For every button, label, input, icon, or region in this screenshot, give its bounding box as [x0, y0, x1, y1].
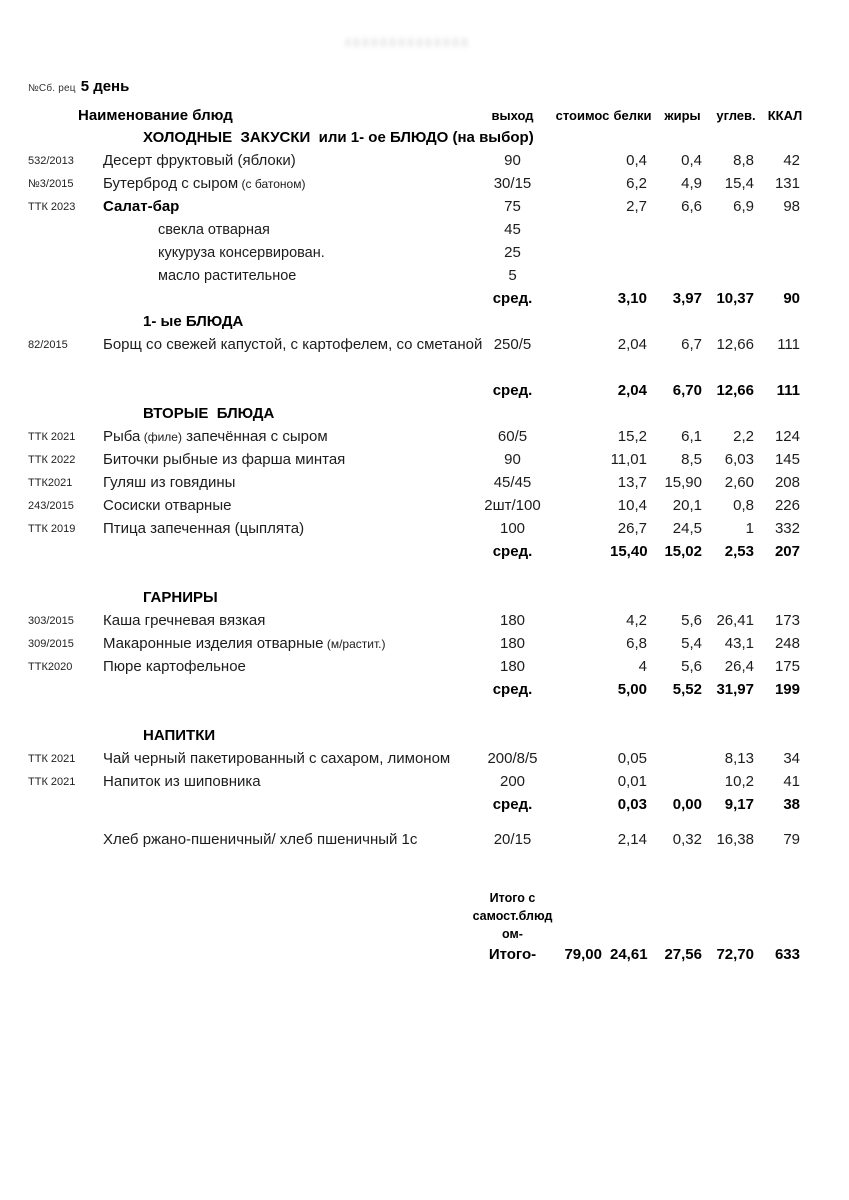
protein-cell: 0,05	[617, 750, 647, 767]
section-title: НАПИТКИ	[143, 727, 216, 744]
dish-code: 532/2013	[28, 154, 74, 167]
section-title: ГАРНИРЫ	[143, 589, 218, 606]
table-row	[0, 770, 849, 793]
protein-cell: 4,2	[626, 612, 647, 629]
average-row	[0, 379, 849, 402]
portion-cell: 2шт/100	[484, 497, 541, 514]
dish-code: 243/2015	[28, 499, 74, 512]
average-row	[0, 793, 849, 816]
kcal-cell: 42	[783, 152, 800, 169]
carbs-cell: 72,70	[716, 946, 754, 963]
portion-cell: 45	[504, 221, 521, 238]
table-row	[0, 471, 849, 494]
table-body	[0, 126, 849, 966]
spacer	[0, 816, 849, 828]
portion-cell: 100	[499, 520, 526, 537]
average-row	[0, 287, 849, 310]
protein-cell: 6,2	[626, 175, 647, 192]
dish-code: ТТК2021	[28, 476, 73, 489]
dish-name: Гуляш из говядины	[103, 474, 236, 491]
portion-cell: 250/5	[493, 336, 532, 353]
kcal-cell: 173	[774, 612, 800, 629]
dish-name: Бутерброд с сыром (с батоном)	[103, 175, 306, 192]
dish-name: Десерт фруктовый (яблоки)	[103, 152, 296, 169]
kcal-cell: 98	[783, 198, 800, 215]
carbs-cell: 10,2	[724, 773, 754, 790]
average-row	[0, 678, 849, 701]
fat-cell: 6,70	[672, 382, 702, 399]
kcal-cell: 38	[783, 796, 800, 813]
portion-cell: 90	[504, 451, 521, 468]
protein-cell: 4	[638, 658, 647, 675]
protein-cell: 13,7	[617, 474, 647, 491]
portion-cell: 20/15	[493, 831, 532, 848]
portion-cell: 25	[504, 244, 521, 261]
fat-cell: 15,90	[664, 474, 702, 491]
protein-cell: 2,14	[617, 831, 647, 848]
fat-cell: 5,52	[672, 681, 702, 698]
portion-cell: 45/45	[493, 474, 532, 491]
fat-cell: 0,00	[672, 796, 702, 813]
dish-name: масло растительное	[158, 267, 297, 284]
kcal-cell: 34	[783, 750, 800, 767]
recipe-book-label: №Сб. рец	[28, 83, 76, 94]
ingredient-row	[0, 241, 849, 264]
dish-code: ТТК 2021	[28, 752, 76, 765]
carbs-cell: 0,8	[733, 497, 754, 514]
dish-name: Салат-бар	[103, 198, 180, 215]
column-header-cost: стоимос	[555, 107, 610, 123]
spacer	[0, 356, 849, 379]
table-row	[0, 655, 849, 678]
dish-name: Пюре картофельное	[103, 658, 246, 675]
kcal-cell: 633	[774, 946, 800, 963]
table-row	[0, 448, 849, 471]
kcal-cell: 175	[774, 658, 800, 675]
fat-cell: 24,5	[672, 520, 702, 537]
menu-table	[0, 78, 849, 966]
carbs-cell: 26,4	[724, 658, 754, 675]
cost-cell: 79,00	[564, 946, 602, 963]
column-header-protein: белки	[613, 107, 652, 123]
column-header-name: Наименование блюд	[78, 106, 233, 124]
fat-cell: 15,02	[664, 543, 702, 560]
portion-cell: сред.	[492, 382, 533, 399]
dish-name: Напиток из шиповника	[103, 773, 261, 790]
protein-cell: 15,2	[617, 428, 647, 445]
dish-name: свекла отварная	[158, 221, 270, 238]
spacer	[0, 851, 849, 881]
dish-name: Чай черный пакетированный с сахаром, лимоном	[103, 750, 451, 767]
table-header-row	[0, 104, 849, 126]
spacer	[0, 563, 849, 586]
protein-cell: 26,7	[617, 520, 647, 537]
protein-cell: 24,61	[610, 946, 648, 963]
kcal-cell: 226	[774, 497, 800, 514]
dish-code: 303/2015	[28, 614, 74, 627]
fat-cell: 5,4	[681, 635, 702, 652]
carbs-cell: 2,2	[733, 428, 754, 445]
table-row	[0, 494, 849, 517]
portion-cell: 180	[499, 658, 526, 675]
portion-cell: 5	[508, 267, 517, 284]
dish-code: ТТК 2019	[28, 522, 76, 535]
dish-name: Борщ со свежей капустой, с картофелем, со сметаной	[103, 336, 483, 353]
dish-code: ТТК2020	[28, 660, 73, 673]
table-row	[0, 333, 849, 356]
protein-cell: 2,04	[617, 382, 647, 399]
column-header-kcal: ККАЛ	[767, 107, 803, 123]
portion-cell: 90	[504, 152, 521, 169]
section-title: 1- ые БЛЮДА	[143, 313, 244, 330]
column-header-carbs: углев.	[716, 107, 756, 123]
protein-cell: 5,00	[617, 681, 647, 698]
carbs-cell: 8,13	[724, 750, 754, 767]
portion-cell: 30/15	[493, 175, 532, 192]
spacer	[0, 701, 849, 724]
section-header-row	[0, 724, 849, 747]
dish-name: кукуруза консервирован.	[158, 244, 325, 261]
portion-cell: сред.	[492, 796, 533, 813]
kcal-cell: 41	[783, 773, 800, 790]
dish-code: ТТК 2022	[28, 453, 76, 466]
table-row	[0, 172, 849, 195]
carbs-cell: 9,17	[724, 796, 754, 813]
protein-cell: 6,8	[626, 635, 647, 652]
fat-cell: 6,6	[681, 198, 702, 215]
table-row	[0, 425, 849, 448]
fat-cell: 0,32	[672, 831, 702, 848]
ingredient-row	[0, 264, 849, 287]
dish-code: ТТК 2021	[28, 430, 76, 443]
fat-cell: 20,1	[672, 497, 702, 514]
kcal-cell: 145	[774, 451, 800, 468]
carbs-cell: 10,37	[716, 290, 754, 307]
dish-code: ТТК 2023	[28, 200, 76, 213]
kcal-cell: 332	[774, 520, 800, 537]
day-title: 5 день	[80, 78, 130, 95]
table-row	[0, 517, 849, 540]
carbs-cell: 1	[745, 520, 754, 537]
carbs-cell: 12,66	[716, 382, 754, 399]
carbs-cell: 2,53	[724, 543, 754, 560]
fat-cell: 4,9	[681, 175, 702, 192]
kcal-cell: 111	[776, 382, 800, 399]
table-row	[0, 609, 849, 632]
portion-cell: 180	[499, 612, 526, 629]
kcal-cell: 124	[774, 428, 800, 445]
column-header-fat: жиры	[664, 107, 701, 123]
section-title: ХОЛОДНЫЕ ЗАКУСКИ или 1- ое БЛЮДО (на выбор)	[143, 129, 534, 146]
column-header-portion: выход	[491, 107, 534, 123]
total-caption: Итого с самост.блюд ом-	[472, 891, 553, 941]
section-header-row	[0, 310, 849, 333]
kcal-cell: 208	[774, 474, 800, 491]
kcal-cell: 111	[777, 336, 800, 353]
kcal-cell: 131	[774, 175, 800, 192]
carbs-cell: 6,03	[724, 451, 754, 468]
portion-cell: сред.	[492, 681, 533, 698]
dish-name: Хлеб ржано-пшеничный/ хлеб пшеничный 1с	[103, 831, 418, 848]
portion-cell: 180	[499, 635, 526, 652]
ingredient-row	[0, 218, 849, 241]
dish-name: Каша гречневая вязкая	[103, 612, 266, 629]
table-row	[0, 195, 849, 218]
dish-name: Биточки рыбные из фарша минтая	[103, 451, 346, 468]
protein-cell: 10,4	[617, 497, 647, 514]
portion-cell: 60/5	[497, 428, 528, 445]
fat-cell: 6,1	[681, 428, 702, 445]
fat-cell: 6,7	[681, 336, 702, 353]
portion-cell: сред.	[492, 543, 533, 560]
table-row	[0, 828, 849, 851]
fat-cell: 3,97	[672, 290, 702, 307]
portion-cell: Итого-	[488, 946, 537, 963]
carbs-cell: 16,38	[716, 831, 754, 848]
section-title: ВТОРЫЕ БЛЮДА	[143, 405, 275, 422]
dish-name: Сосиски отварные	[103, 497, 232, 514]
portion-cell: сред.	[492, 290, 533, 307]
carbs-cell: 2,60	[724, 474, 754, 491]
carbs-cell: 31,97	[716, 681, 754, 698]
kcal-cell: 79	[783, 831, 800, 848]
table-row	[0, 632, 849, 655]
protein-cell: 15,40	[610, 543, 648, 560]
protein-cell: 2,04	[617, 336, 647, 353]
kcal-cell: 90	[783, 290, 800, 307]
carbs-cell: 43,1	[724, 635, 754, 652]
carbs-cell: 15,4	[724, 175, 754, 192]
kcal-cell: 248	[774, 635, 800, 652]
protein-cell: 0,4	[626, 152, 647, 169]
dish-name: Макаронные изделия отварные (м/растит.)	[103, 635, 386, 652]
dish-code: №3/2015	[28, 177, 74, 190]
dish-code: 82/2015	[28, 338, 68, 351]
carbs-cell: 26,41	[716, 612, 754, 629]
kcal-cell: 199	[774, 681, 800, 698]
portion-cell: 200	[499, 773, 526, 790]
protein-cell: 0,03	[617, 796, 647, 813]
reference-line	[0, 78, 849, 104]
total-caption-row	[0, 881, 849, 943]
carbs-cell: 12,66	[716, 336, 754, 353]
scan-artifact	[345, 38, 470, 47]
carbs-cell: 8,8	[733, 152, 754, 169]
dish-name: Птица запеченная (цыплята)	[103, 520, 305, 537]
section-header-row	[0, 586, 849, 609]
protein-cell: 0,01	[617, 773, 647, 790]
protein-cell: 11,01	[610, 451, 647, 468]
average-row	[0, 540, 849, 563]
protein-cell: 3,10	[617, 290, 647, 307]
protein-cell: 2,7	[626, 198, 647, 215]
kcal-cell: 207	[774, 543, 800, 560]
dish-name: Рыба (филе) запечённая с сыром	[103, 428, 328, 445]
dish-code: ТТК 2021	[28, 775, 76, 788]
portion-cell: 75	[504, 198, 521, 215]
fat-cell: 5,6	[681, 658, 702, 675]
fat-cell: 27,56	[664, 946, 702, 963]
section-header-row	[0, 402, 849, 425]
section-header-row	[0, 126, 849, 149]
total-row	[0, 943, 849, 966]
fat-cell: 8,5	[681, 451, 702, 468]
portion-cell: 200/8/5	[487, 750, 538, 767]
table-row	[0, 149, 849, 172]
dish-code: 309/2015	[28, 637, 74, 650]
fat-cell: 5,6	[681, 612, 702, 629]
fat-cell: 0,4	[681, 152, 702, 169]
table-row	[0, 747, 849, 770]
carbs-cell: 6,9	[733, 198, 754, 215]
